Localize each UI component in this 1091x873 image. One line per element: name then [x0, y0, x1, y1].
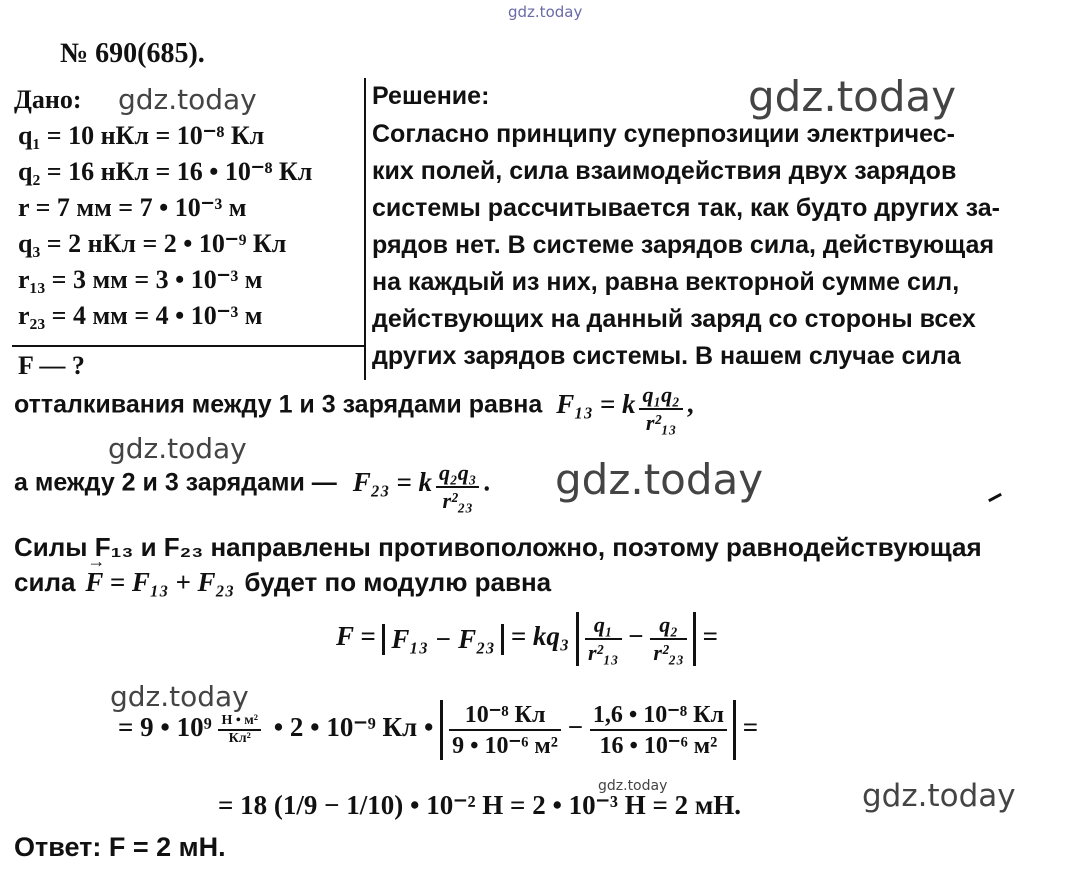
watermark-middle: gdz.today	[555, 455, 764, 504]
calc-mid: • 2 • 10⁻⁹ Кл •	[273, 712, 434, 743]
calc-fraction-1-num: 10⁻⁸ Кл	[449, 700, 561, 731]
calc-minus: −	[567, 712, 584, 743]
f13-numerator: q₁q₂	[639, 382, 682, 410]
watermark-given: gdz.today	[118, 83, 257, 116]
stray-mark	[988, 493, 1002, 502]
given-divider-horizontal	[12, 345, 364, 347]
f23-denominator: r²₂₃	[442, 488, 473, 513]
vector-sum-prefix: сила	[14, 567, 76, 597]
solution-line-1: Согласно принципу суперпозиции электричес-	[372, 120, 955, 148]
main-fraction-2	[650, 612, 687, 666]
main-mid: = kq₃	[510, 621, 570, 652]
find-label: F — ?	[18, 351, 85, 380]
f23-numerator: q₂q₃	[436, 460, 479, 488]
solution-line-6: действующих на данный заряд со стороны всех	[372, 305, 976, 333]
calc-fraction-2-den: 16 • 10⁻⁶ м²	[599, 733, 718, 759]
calc-unit-den: Кл²	[228, 731, 251, 746]
vector-sum-formula: → F = F₁₃ + F₂₃	[85, 567, 234, 598]
main-fraction-1	[585, 612, 622, 666]
main-fraction-2-num: q₂	[650, 612, 687, 640]
watermark-small: gdz.today	[598, 778, 668, 794]
calc-result: = 18 (1/9 − 1/10) • 10⁻² Н = 2 • 10⁻³ Н = 2 мН.	[218, 790, 742, 820]
vector-sum-line	[14, 567, 551, 598]
calc-end: =	[742, 712, 759, 743]
watermark-solution: gdz.today	[748, 72, 957, 121]
main-abs-value: F₁₃ − F₂₃	[382, 624, 504, 655]
calc-fraction-1	[449, 700, 561, 760]
main-fraction-1-den: r²₁₃	[588, 640, 619, 665]
given-line-4: q₃ = 2 нКл = 2 • 10⁻⁹ Кл	[18, 229, 287, 258]
f13-intro-text: отталкивания между 1 и 3 зарядами равна	[14, 390, 543, 419]
solution-line-3: системы рассчитывается так, как будто других за-	[372, 194, 1000, 222]
calc-unit-fraction	[218, 713, 261, 747]
given-line-1: q₁ = 10 нКл = 10⁻⁸ Кл	[18, 121, 265, 150]
vector-sum-text: будет по модулю равна	[244, 567, 552, 597]
f13-comma: ,	[686, 388, 694, 419]
f23-intro-text: а между 2 и 3 зарядами —	[14, 468, 337, 497]
solution-line-2: ких полей, сила взаимодействия двух зарядов	[372, 157, 957, 185]
main-end: =	[702, 621, 719, 652]
watermark-bottom-right: gdz.today	[862, 778, 1016, 814]
main-lhs: F =	[336, 621, 376, 652]
calc-abs-fractions	[440, 700, 736, 760]
solution-line-5: на каждый из них, равна векторной сумме сил,	[372, 268, 960, 296]
watermark-top: gdz.today	[508, 3, 583, 21]
f13-lhs: F₁₃ = k	[556, 388, 636, 419]
solution-line-7: других зарядов системы. В нашем случае сила	[372, 342, 961, 370]
calc-formula	[118, 700, 758, 760]
calc-fraction-2	[590, 700, 727, 760]
answer-line: Ответ: F = 2 мН.	[14, 832, 226, 862]
main-formula	[336, 612, 718, 666]
calc-fraction-1-den: 9 • 10⁻⁶ м²	[452, 733, 558, 759]
solution-line-4: рядов нет. В системе зарядов сила, действующая	[372, 231, 995, 259]
calc-fraction-2-num: 1,6 • 10⁻⁸ Кл	[590, 700, 727, 731]
calc-prefix: = 9 • 10⁹	[118, 712, 212, 743]
given-line-6: r₂₃ = 4 мм = 4 • 10⁻³ м	[18, 301, 263, 330]
main-fraction-1-num: q₁	[585, 612, 622, 640]
f23-period: .	[483, 466, 491, 497]
f23-line	[14, 460, 490, 514]
f13-line	[14, 382, 694, 436]
main-minus: −	[628, 621, 644, 652]
given-line-3: r = 7 мм = 7 • 10⁻³ м	[18, 193, 247, 222]
main-fraction-2-den: r²₂₃	[653, 640, 684, 665]
forces-direction-line: Силы F₁₃ и F₂₃ направлены противоположно, поэтому равнодействующая	[14, 532, 982, 562]
solution-label: Решение:	[372, 82, 490, 110]
given-label: Дано:	[14, 85, 82, 114]
main-abs-fractions	[576, 612, 696, 666]
f13-denominator: r²₁₃	[645, 410, 677, 435]
f23-fraction	[436, 460, 479, 514]
given-divider-vertical	[364, 78, 366, 380]
watermark-lower-left: gdz.today	[110, 680, 249, 713]
f23-lhs: F₂₃ = k	[352, 466, 433, 497]
watermark-middle-left: gdz.today	[108, 432, 247, 465]
f13-fraction	[639, 382, 682, 436]
given-line-2: q₂ = 16 нКл = 16 • 10⁻⁸ Кл	[18, 157, 313, 186]
calc-unit-num: Н • м²	[218, 713, 261, 731]
problem-number: № 690(685).	[60, 38, 205, 69]
given-line-5: r₁₃ = 3 мм = 3 • 10⁻³ м	[18, 265, 263, 294]
